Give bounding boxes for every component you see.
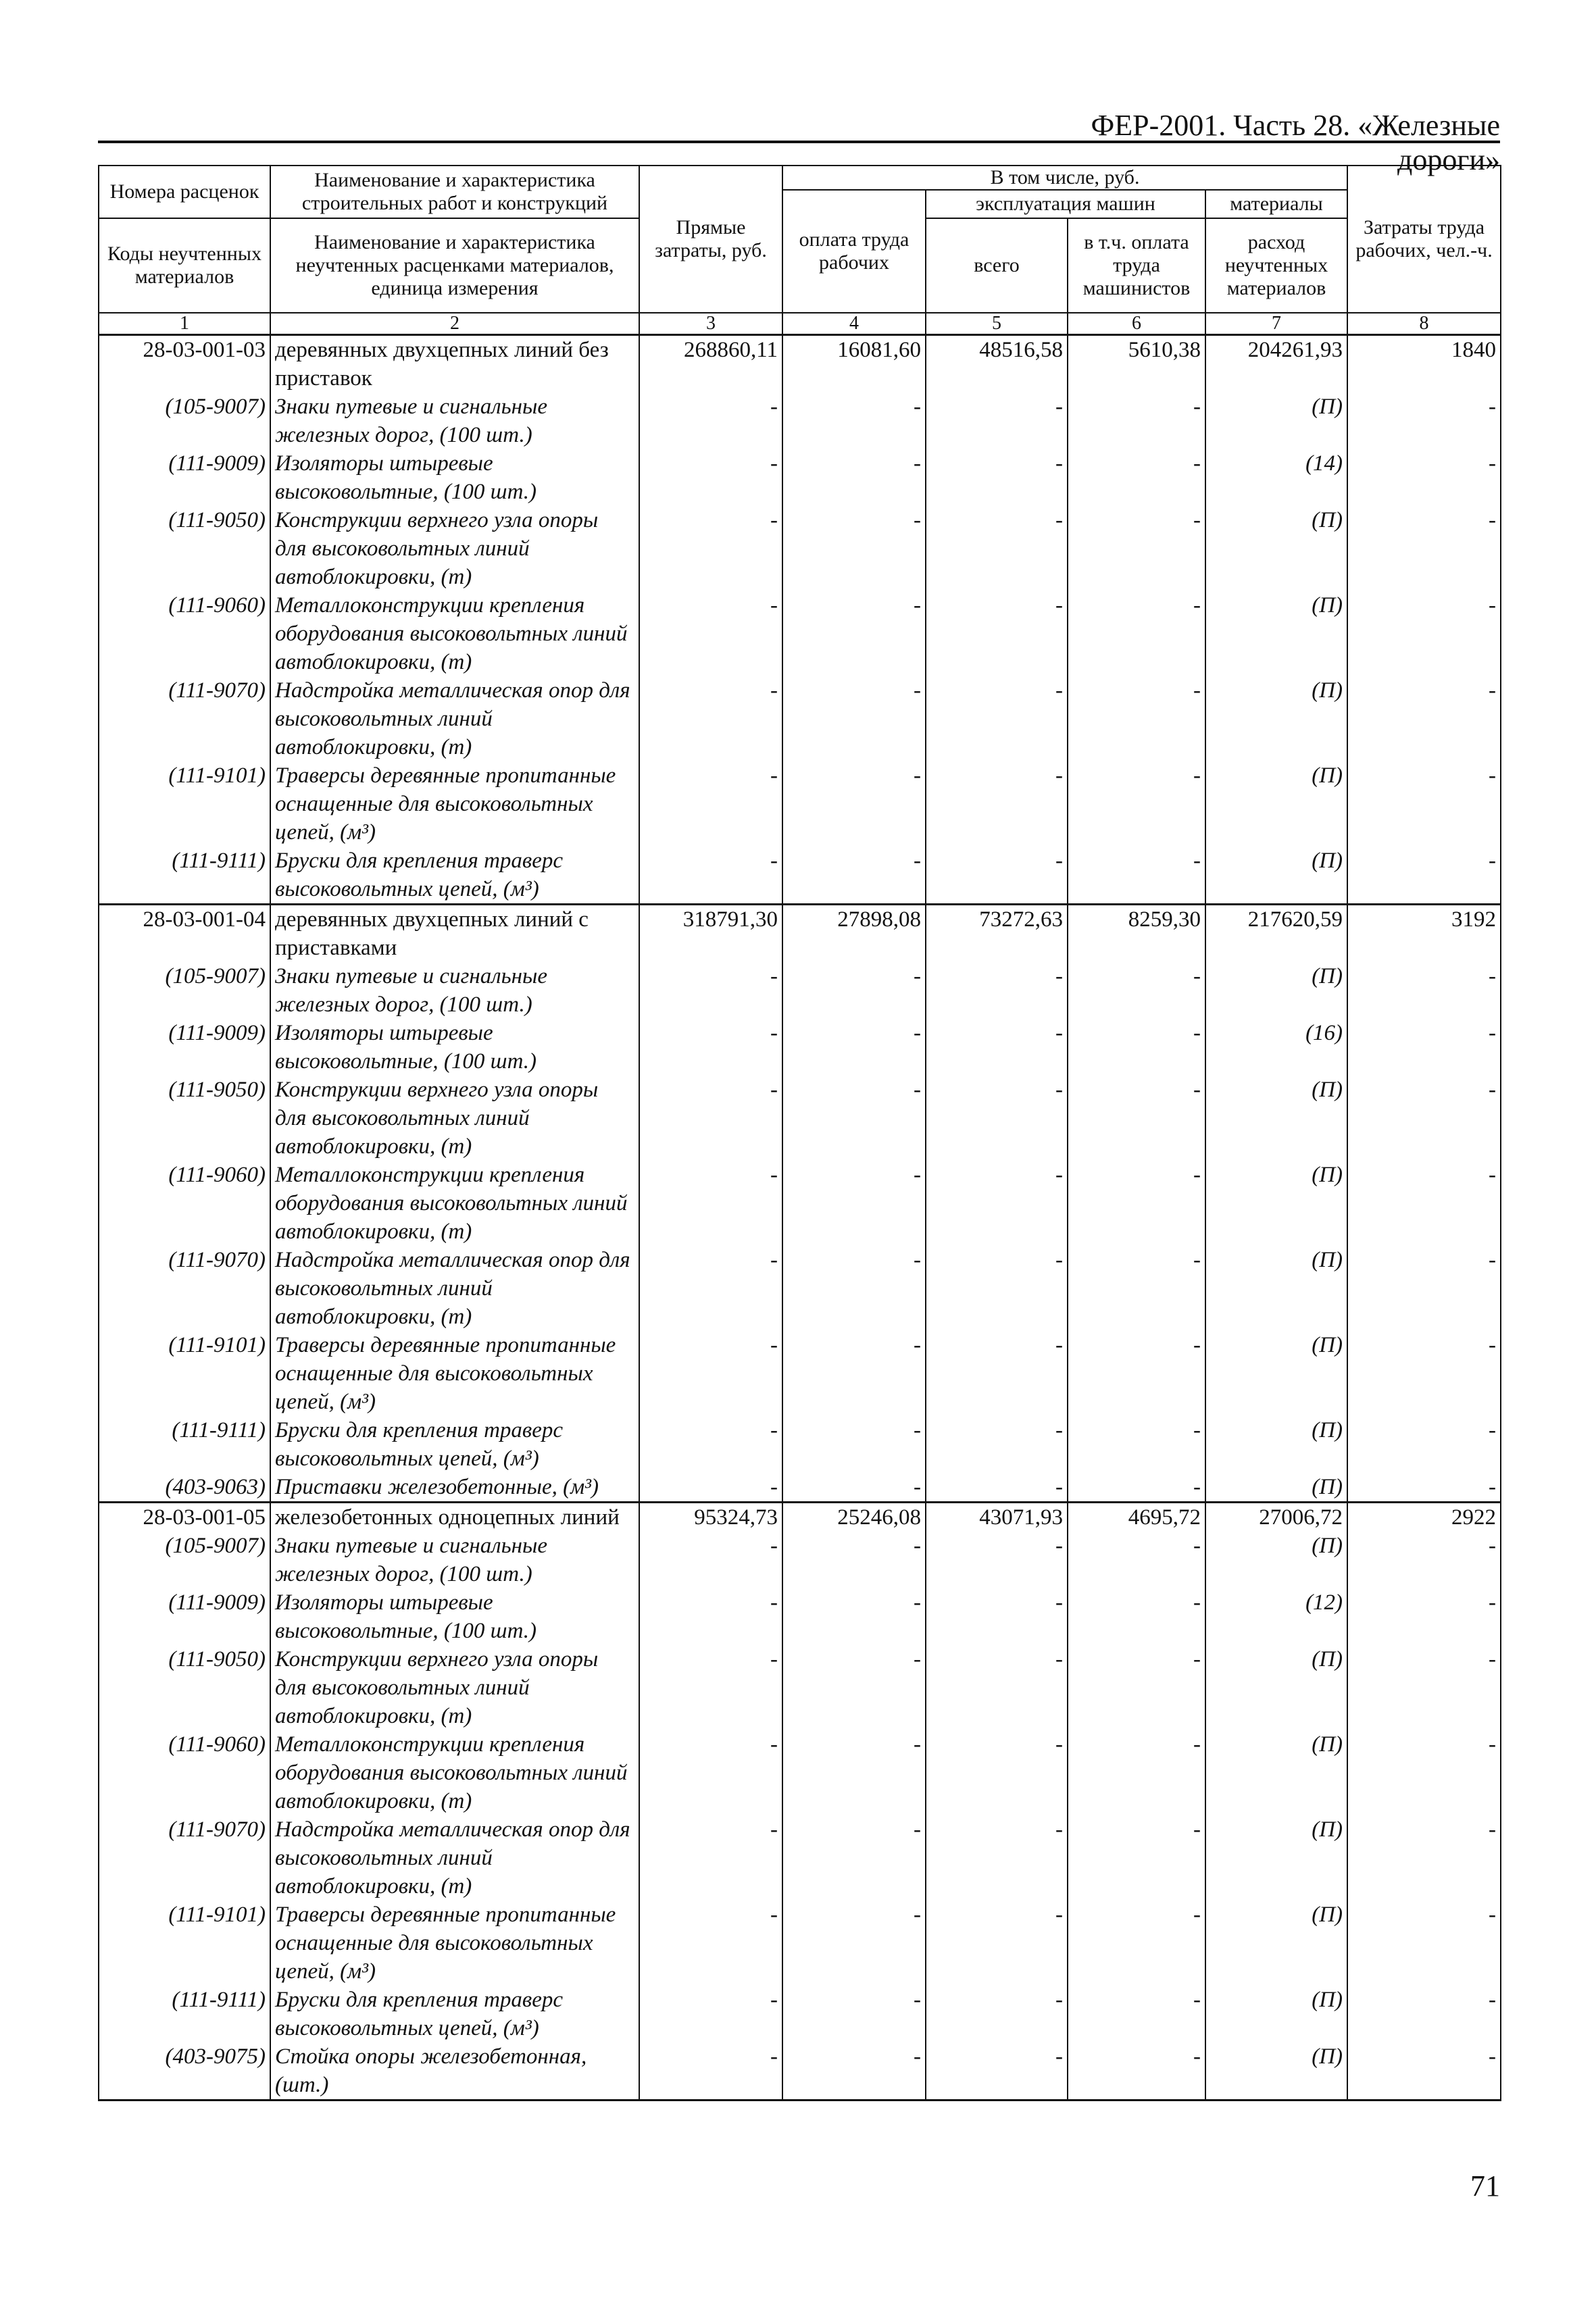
wages-dash: - <box>782 393 926 449</box>
material-name: Конструкции верхнего узла опоры для высоковольтных линий автоблокировки, (т) <box>270 506 639 591</box>
col-number: 4 <box>782 313 926 335</box>
material-qty: (П) <box>1205 2042 1347 2101</box>
material-name: Приставки железобетонные, (м³) <box>270 1473 639 1503</box>
direct-dash: - <box>639 1986 782 2042</box>
direct-dash: - <box>639 591 782 676</box>
material-name: Конструкции верхнего узла опоры для высоковольтных линий автоблокировки, (т) <box>270 1076 639 1161</box>
machines-wages-dash: - <box>1068 847 1205 905</box>
material-name: Надстройка металлическая опор для высоковольтных линий автоблокировки, (т) <box>270 1815 639 1901</box>
machines-total: 48516,58 <box>926 335 1068 393</box>
material-name: Траверсы деревянные пропитанные оснащенные для высоковольтных цепей, (м³) <box>270 761 639 847</box>
material-qty: (П) <box>1205 1730 1347 1815</box>
materials-cost: 27006,72 <box>1205 1503 1347 1532</box>
direct-dash: - <box>639 1645 782 1730</box>
rate-title: железобетонных одноцепных линий <box>270 1503 639 1532</box>
machines-wages-dash: - <box>1068 393 1205 449</box>
labor-dash: - <box>1347 2042 1501 2101</box>
direct-dash: - <box>639 1331 782 1416</box>
wages-dash: - <box>782 1588 926 1645</box>
material-qty: (П) <box>1205 1161 1347 1246</box>
machines-total-dash: - <box>926 1019 1068 1076</box>
direct-dash: - <box>639 1161 782 1246</box>
material-row <box>99 1331 1501 1416</box>
material-qty: (16) <box>1205 1019 1347 1076</box>
material-row <box>99 1076 1501 1161</box>
material-name: Металлоконструкции крепления оборудования высоковольтных линий автоблокировки, (т) <box>270 1730 639 1815</box>
header-materials-consumption: расход неучтенных материалов <box>1205 218 1347 313</box>
wages-dash: - <box>782 1532 926 1588</box>
material-qty: (П) <box>1205 506 1347 591</box>
material-name: Изоляторы штыревые высоковольтные, (100 шт.) <box>270 1019 639 1076</box>
header-machines-total: всего <box>926 218 1068 313</box>
material-row <box>99 1532 1501 1588</box>
machines-wages-dash: - <box>1068 1331 1205 1416</box>
wages-dash: - <box>782 1815 926 1901</box>
material-name: Металлоконструкции крепления оборудования высоковольтных линий автоблокировки, (т) <box>270 1161 639 1246</box>
material-qty: (П) <box>1205 1645 1347 1730</box>
machines-total-dash: - <box>926 591 1068 676</box>
wages-dash: - <box>782 761 926 847</box>
wages-dash: - <box>782 1161 926 1246</box>
material-code: (111-9050) <box>99 1645 270 1730</box>
material-code: (111-9060) <box>99 1161 270 1246</box>
material-name: Изоляторы штыревые высоковольтные, (100 шт.) <box>270 1588 639 1645</box>
wages-dash: - <box>782 1019 926 1076</box>
material-code: (111-9101) <box>99 761 270 847</box>
material-row <box>99 1019 1501 1076</box>
machines-total-dash: - <box>926 962 1068 1019</box>
header-labor: Затраты труда рабочих, чел.-ч. <box>1347 166 1501 313</box>
material-name: Надстройка металлическая опор для высоковольтных линий автоблокировки, (т) <box>270 676 639 761</box>
materials-cost: 204261,93 <box>1205 335 1347 393</box>
material-row <box>99 1588 1501 1645</box>
labor-dash: - <box>1347 393 1501 449</box>
material-row <box>99 676 1501 761</box>
direct-dash: - <box>639 2042 782 2101</box>
machines-total: 73272,63 <box>926 905 1068 963</box>
material-row <box>99 1473 1501 1503</box>
header-wages: оплата труда рабочих <box>782 190 926 313</box>
material-qty: (П) <box>1205 1076 1347 1161</box>
machines-total-dash: - <box>926 1473 1068 1503</box>
direct-dash: - <box>639 1588 782 1645</box>
material-code: (403-9075) <box>99 2042 270 2101</box>
labor-dash: - <box>1347 1815 1501 1901</box>
material-code: (111-9050) <box>99 1076 270 1161</box>
wages-dash: - <box>782 449 926 506</box>
direct-dash: - <box>639 676 782 761</box>
material-row <box>99 1901 1501 1986</box>
material-code: (105-9007) <box>99 962 270 1019</box>
labor-dash: - <box>1347 1416 1501 1473</box>
rate-row <box>99 905 1501 963</box>
wages-dash: - <box>782 1730 926 1815</box>
material-qty: (П) <box>1205 1473 1347 1503</box>
labor-dash: - <box>1347 1645 1501 1730</box>
machines-total-dash: - <box>926 506 1068 591</box>
machines-wages: 4695,72 <box>1068 1503 1205 1532</box>
machines-total-dash: - <box>926 676 1068 761</box>
direct-dash: - <box>639 1076 782 1161</box>
labor-dash: - <box>1347 962 1501 1019</box>
labor-dash: - <box>1347 1019 1501 1076</box>
col-number: 6 <box>1068 313 1205 335</box>
direct-dash: - <box>639 393 782 449</box>
header-rate-number: Номера расценок <box>99 166 270 218</box>
material-row <box>99 1986 1501 2042</box>
machines-total: 43071,93 <box>926 1503 1068 1532</box>
machines-total-dash: - <box>926 1331 1068 1416</box>
wages: 25246,08 <box>782 1503 926 1532</box>
direct-costs: 95324,73 <box>639 1503 782 1532</box>
machines-wages-dash: - <box>1068 1161 1205 1246</box>
labor-hours: 1840 <box>1347 335 1501 393</box>
direct-dash: - <box>639 962 782 1019</box>
header-material-codes: Коды неучтенных материалов <box>99 218 270 313</box>
header-in-total: В том числе, руб. <box>782 166 1347 190</box>
machines-total-dash: - <box>926 1588 1068 1645</box>
labor-dash: - <box>1347 1473 1501 1503</box>
material-row <box>99 1416 1501 1473</box>
rates-table <box>98 165 1501 2101</box>
machines-wages-dash: - <box>1068 591 1205 676</box>
machines-wages-dash: - <box>1068 1416 1205 1473</box>
machines-total-dash: - <box>926 449 1068 506</box>
direct-costs: 318791,30 <box>639 905 782 963</box>
material-code: (105-9007) <box>99 1532 270 1588</box>
material-name: Изоляторы штыревые высоковольтные, (100 шт.) <box>270 449 639 506</box>
machines-wages-dash: - <box>1068 1246 1205 1331</box>
material-name: Конструкции верхнего узла опоры для высоковольтных линий автоблокировки, (т) <box>270 1645 639 1730</box>
rate-title: деревянных двухцепных линий без приставок <box>270 335 639 393</box>
labor-hours: 3192 <box>1347 905 1501 963</box>
material-qty: (П) <box>1205 393 1347 449</box>
material-name: Знаки путевые и сигнальные железных дорог, (100 шт.) <box>270 1532 639 1588</box>
rate-row <box>99 335 1501 393</box>
machines-total-dash: - <box>926 1815 1068 1901</box>
material-qty: (П) <box>1205 847 1347 905</box>
direct-dash: - <box>639 506 782 591</box>
header-machines: эксплуатация машин <box>926 190 1205 218</box>
wages: 16081,60 <box>782 335 926 393</box>
labor-dash: - <box>1347 591 1501 676</box>
labor-dash: - <box>1347 1986 1501 2042</box>
machines-wages-dash: - <box>1068 2042 1205 2101</box>
labor-dash: - <box>1347 676 1501 761</box>
direct-dash: - <box>639 1901 782 1986</box>
material-qty: (П) <box>1205 676 1347 761</box>
labor-dash: - <box>1347 761 1501 847</box>
machines-total-dash: - <box>926 1161 1068 1246</box>
material-name: Стойка опоры железобетонная, (шт.) <box>270 2042 639 2101</box>
direct-dash: - <box>639 1416 782 1473</box>
machines-wages-dash: - <box>1068 1901 1205 1986</box>
machines-wages-dash: - <box>1068 1815 1205 1901</box>
material-code: (111-9060) <box>99 1730 270 1815</box>
labor-dash: - <box>1347 847 1501 905</box>
material-name: Траверсы деревянные пропитанные оснащенные для высоковольтных цепей, (м³) <box>270 1331 639 1416</box>
material-row <box>99 1815 1501 1901</box>
wages-dash: - <box>782 847 926 905</box>
labor-dash: - <box>1347 1246 1501 1331</box>
header-work-name: Наименование и характеристика строительных работ и конструкций <box>270 166 639 218</box>
material-code: (111-9009) <box>99 1588 270 1645</box>
table-body <box>99 335 1501 2101</box>
wages-dash: - <box>782 1331 926 1416</box>
machines-total-dash: - <box>926 1416 1068 1473</box>
material-code: (111-9050) <box>99 506 270 591</box>
material-name: Металлоконструкции крепления оборудования высоковольтных линий автоблокировки, (т) <box>270 591 639 676</box>
running-title: ФЕР-2001. Часть 28. «Железные дороги» <box>1091 109 1500 176</box>
wages-dash: - <box>782 1645 926 1730</box>
material-code: (111-9070) <box>99 676 270 761</box>
material-code: (111-9060) <box>99 591 270 676</box>
wages-dash: - <box>782 962 926 1019</box>
material-qty: (П) <box>1205 1246 1347 1331</box>
material-name: Надстройка металлическая опор для высоковольтных линий автоблокировки, (т) <box>270 1246 639 1331</box>
wages-dash: - <box>782 1473 926 1503</box>
labor-dash: - <box>1347 1076 1501 1161</box>
material-qty: (П) <box>1205 1901 1347 1986</box>
material-qty: (П) <box>1205 1986 1347 2042</box>
direct-dash: - <box>639 1815 782 1901</box>
machines-total-dash: - <box>926 1730 1068 1815</box>
labor-dash: - <box>1347 1901 1501 1986</box>
machines-wages-dash: - <box>1068 1076 1205 1161</box>
machines-total-dash: - <box>926 1986 1068 2042</box>
material-qty: (П) <box>1205 1815 1347 1901</box>
direct-dash: - <box>639 449 782 506</box>
wages-dash: - <box>782 676 926 761</box>
material-name: Бруски для крепления траверс высоковольтных цепей, (м³) <box>270 1986 639 2042</box>
material-qty: (П) <box>1205 1331 1347 1416</box>
material-code: (111-9009) <box>99 449 270 506</box>
machines-wages-dash: - <box>1068 1588 1205 1645</box>
machines-total-dash: - <box>926 1532 1068 1588</box>
material-row <box>99 449 1501 506</box>
material-name: Знаки путевые и сигнальные железных дорог, (100 шт.) <box>270 393 639 449</box>
rate-row <box>99 1503 1501 1532</box>
wages-dash: - <box>782 2042 926 2101</box>
machines-wages-dash: - <box>1068 1986 1205 2042</box>
material-qty: (П) <box>1205 591 1347 676</box>
col-number: 2 <box>270 313 639 335</box>
machines-wages-dash: - <box>1068 1645 1205 1730</box>
direct-costs: 268860,11 <box>639 335 782 393</box>
material-row <box>99 591 1501 676</box>
material-code: (105-9007) <box>99 393 270 449</box>
material-row <box>99 1645 1501 1730</box>
material-row <box>99 847 1501 905</box>
material-qty: (14) <box>1205 449 1347 506</box>
machines-wages-dash: - <box>1068 962 1205 1019</box>
material-name: Бруски для крепления траверс высоковольтных цепей, (м³) <box>270 1416 639 1473</box>
machines-total-dash: - <box>926 2042 1068 2101</box>
wages-dash: - <box>782 506 926 591</box>
material-row <box>99 1161 1501 1246</box>
material-code: (111-9111) <box>99 1986 270 2042</box>
col-number: 1 <box>99 313 270 335</box>
machines-wages-dash: - <box>1068 676 1205 761</box>
material-row <box>99 962 1501 1019</box>
material-code: (111-9070) <box>99 1815 270 1901</box>
material-code: (111-9070) <box>99 1246 270 1331</box>
machines-wages-dash: - <box>1068 506 1205 591</box>
wages-dash: - <box>782 1986 926 2042</box>
header-material-names: Наименование и характеристика неучтенных расценками материалов, единица измерения <box>270 218 639 313</box>
machines-wages-dash: - <box>1068 449 1205 506</box>
machines-total-dash: - <box>926 393 1068 449</box>
material-qty: (П) <box>1205 761 1347 847</box>
machines-total-dash: - <box>926 1901 1068 1986</box>
table-header <box>99 166 1501 335</box>
labor-dash: - <box>1347 506 1501 591</box>
direct-dash: - <box>639 1730 782 1815</box>
col-number: 8 <box>1347 313 1501 335</box>
rate-code: 28-03-001-05 <box>99 1503 270 1532</box>
labor-dash: - <box>1347 1331 1501 1416</box>
rate-code: 28-03-001-03 <box>99 335 270 393</box>
material-code: (111-9111) <box>99 847 270 905</box>
wages-dash: - <box>782 1416 926 1473</box>
col-number: 3 <box>639 313 782 335</box>
material-code: (403-9063) <box>99 1473 270 1503</box>
material-code: (111-9101) <box>99 1901 270 1986</box>
labor-dash: - <box>1347 449 1501 506</box>
header-direct-costs: Прямые затраты, руб. <box>639 166 782 313</box>
col-number: 5 <box>926 313 1068 335</box>
wages-dash: - <box>782 1901 926 1986</box>
col-number: 7 <box>1205 313 1347 335</box>
labor-dash: - <box>1347 1161 1501 1246</box>
wages-dash: - <box>782 1076 926 1161</box>
machines-wages: 8259,30 <box>1068 905 1205 963</box>
material-row <box>99 1730 1501 1815</box>
machines-total-dash: - <box>926 1246 1068 1331</box>
header-materials: материалы <box>1205 190 1347 218</box>
wages-dash: - <box>782 1246 926 1331</box>
direct-dash: - <box>639 1473 782 1503</box>
rate-title: деревянных двухцепных линий с приставками <box>270 905 639 963</box>
machines-wages-dash: - <box>1068 1730 1205 1815</box>
labor-hours: 2922 <box>1347 1503 1501 1532</box>
material-code: (111-9101) <box>99 1331 270 1416</box>
material-name: Знаки путевые и сигнальные железных дорог, (100 шт.) <box>270 962 639 1019</box>
direct-dash: - <box>639 1532 782 1588</box>
machines-total-dash: - <box>926 1076 1068 1161</box>
direct-dash: - <box>639 1019 782 1076</box>
machines-wages-dash: - <box>1068 1532 1205 1588</box>
direct-dash: - <box>639 1246 782 1331</box>
header-machines-wages: в т.ч. оплата труда машинистов <box>1068 218 1205 313</box>
rate-code: 28-03-001-04 <box>99 905 270 963</box>
labor-dash: - <box>1347 1588 1501 1645</box>
header-rule <box>98 141 1500 143</box>
page-number: 71 <box>1470 2169 1500 2203</box>
machines-wages: 5610,38 <box>1068 335 1205 393</box>
material-qty: (П) <box>1205 1532 1347 1588</box>
labor-dash: - <box>1347 1730 1501 1815</box>
material-name: Бруски для крепления траверс высоковольтных цепей, (м³) <box>270 847 639 905</box>
material-qty: (П) <box>1205 962 1347 1019</box>
material-code: (111-9009) <box>99 1019 270 1076</box>
material-row <box>99 2042 1501 2101</box>
machines-total-dash: - <box>926 1645 1068 1730</box>
machines-wages-dash: - <box>1068 1019 1205 1076</box>
material-qty: (П) <box>1205 1416 1347 1473</box>
material-row <box>99 506 1501 591</box>
machines-total-dash: - <box>926 847 1068 905</box>
materials-cost: 217620,59 <box>1205 905 1347 963</box>
wages-dash: - <box>782 591 926 676</box>
labor-dash: - <box>1347 1532 1501 1588</box>
material-row <box>99 1246 1501 1331</box>
material-qty: (12) <box>1205 1588 1347 1645</box>
machines-wages-dash: - <box>1068 761 1205 847</box>
direct-dash: - <box>639 761 782 847</box>
machines-wages-dash: - <box>1068 1473 1205 1503</box>
material-code: (111-9111) <box>99 1416 270 1473</box>
material-row <box>99 393 1501 449</box>
machines-total-dash: - <box>926 761 1068 847</box>
material-name: Траверсы деревянные пропитанные оснащенные для высоковольтных цепей, (м³) <box>270 1901 639 1986</box>
direct-dash: - <box>639 847 782 905</box>
material-row <box>99 761 1501 847</box>
wages: 27898,08 <box>782 905 926 963</box>
